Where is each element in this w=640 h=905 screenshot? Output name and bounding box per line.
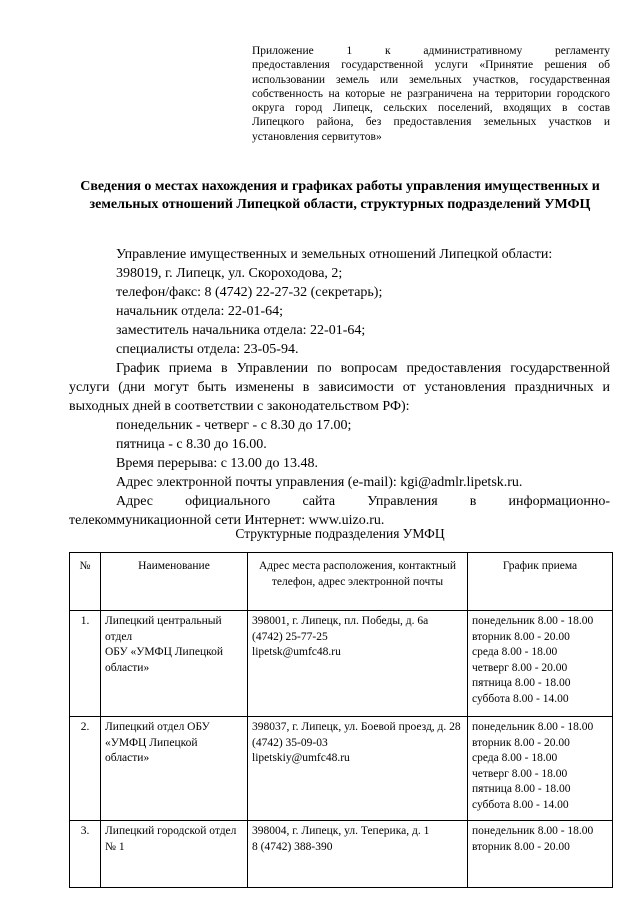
department-name-line: Липецкий отдел ОБУ «УМФЦ Липецкой области» [105, 721, 210, 764]
email-line: lipetskiy@umfc48.ru [252, 752, 350, 764]
email-line: lipetsk@umfc48.ru [252, 646, 341, 658]
schedule-line: вторник 8.00 - 20.00 [472, 630, 570, 643]
phone-line: 8 (4742) 388-390 [252, 840, 333, 853]
department-schedule [468, 717, 613, 821]
appendix-text: предоставления государственной услуги «Принятие решения об использовании земель или земельных участков, государственная собственность на которые не разграничена на территории городского округа город Липецк, сельских поселений, входящих в состав Липецкого района, без предоставления земельных участков и установления сервитутов» [252, 59, 610, 143]
appendix-note [252, 44, 610, 144]
body-line: начальник отдела: 22-01-64; [116, 304, 284, 319]
website-line: Адрес официального сайта Управления в информационно- [116, 494, 610, 509]
body-line: 398019, г. Липецк, ул. Скороходова, 2; [116, 266, 343, 281]
body-line: телефон/факс: 8 (4742) 22-27-32 (секретарь); [116, 285, 383, 300]
department-name [101, 717, 248, 821]
schedule-line: четверг 8.00 - 18.00 [472, 767, 568, 780]
body-line: специалисты отдела: 23-05-94. [116, 342, 299, 357]
department-schedule [468, 611, 613, 717]
phone-line: (4742) 35-09-03 [252, 736, 328, 749]
address-line: 398001, г. Липецк, пл. Победы, д. 6а [252, 615, 429, 627]
departments-table [69, 552, 613, 888]
body-line: Время перерыва: с 13.00 до 13.48. [116, 456, 319, 471]
department-address [248, 821, 468, 888]
table-row [70, 717, 613, 821]
address-line: 398037, г. Липецк, ул. Боевой проезд, д. 28 [252, 721, 461, 733]
header-address: Адрес места расположения, контактный телефон, адрес электронной почты [248, 553, 468, 611]
schedule-paragraph: График приема в Управлении по вопросам предоставления государственной услуги (дни могут быть изменены в зависимости от установления праздничных и выходных дней в соответствии с законодательством РФ): [69, 361, 610, 414]
header-schedule: График приема [468, 553, 613, 611]
website-line-cont: телекоммуникационной сети Интернет: www.uizo.ru. [69, 513, 385, 528]
header-number: № [70, 553, 101, 611]
department-name-line: Липецкий городской отдел № 1 [105, 825, 237, 853]
department-name-line: Липецкий центральный отдел [105, 615, 222, 643]
schedule-line: пятница 8.00 - 18.00 [472, 783, 571, 795]
body-text [69, 245, 610, 530]
schedule-line: четверг 8.00 - 20.00 [472, 661, 568, 674]
body-line: Управление имущественных и земельных отношений Липецкой области: [116, 247, 553, 262]
schedule-line: среда 8.00 - 18.00 [472, 752, 558, 764]
table-caption: Структурные подразделения УМФЦ [235, 526, 445, 541]
document-title: Сведения о местах нахождения и графиках работы управления имущественных и земельных отношений Липецкой области, структурных подразделений УМФЦ [80, 179, 600, 212]
schedule-line: вторник 8.00 - 20.00 [472, 840, 570, 853]
department-name [101, 821, 248, 888]
department-name [101, 611, 248, 717]
department-address [248, 611, 468, 717]
department-name-line: ОБУ «УМФЦ Липецкой области» [105, 646, 224, 674]
schedule-line: понедельник 8.00 - 18.00 [472, 615, 594, 627]
body-line: заместитель начальника отдела: 22-01-64; [116, 323, 366, 338]
email-line: Адрес электронной почты управления (e-mail): kgi@admlr.lipetsk.ru. [116, 475, 523, 490]
row-number: 2. [70, 717, 101, 821]
body-line: понедельник - четверг - с 8.30 до 17.00; [116, 418, 352, 433]
department-address [248, 717, 468, 821]
schedule-line: понедельник 8.00 - 18.00 [472, 825, 594, 837]
row-number: 1. [70, 611, 101, 717]
header-name: Наименование [101, 553, 248, 611]
schedule-line: пятница 8.00 - 18.00 [472, 677, 571, 689]
schedule-line: вторник 8.00 - 20.00 [472, 736, 570, 749]
body-line: пятница - с 8.30 до 16.00. [116, 437, 267, 452]
row-number: 3. [70, 821, 101, 888]
department-schedule [468, 821, 613, 888]
phone-line: (4742) 25-77-25 [252, 630, 328, 643]
schedule-line: понедельник 8.00 - 18.00 [472, 721, 594, 733]
schedule-line: суббота 8.00 - 14.00 [472, 798, 569, 811]
table-row [70, 611, 613, 717]
table-header-row [70, 553, 613, 611]
appendix-first-line: Приложение 1 к административному регламенту [252, 45, 610, 57]
schedule-line: суббота 8.00 - 14.00 [472, 692, 569, 705]
table-row [70, 821, 613, 888]
schedule-line: среда 8.00 - 18.00 [472, 646, 558, 658]
address-line: 398004, г. Липецк, ул. Теперика, д. 1 [252, 825, 430, 837]
